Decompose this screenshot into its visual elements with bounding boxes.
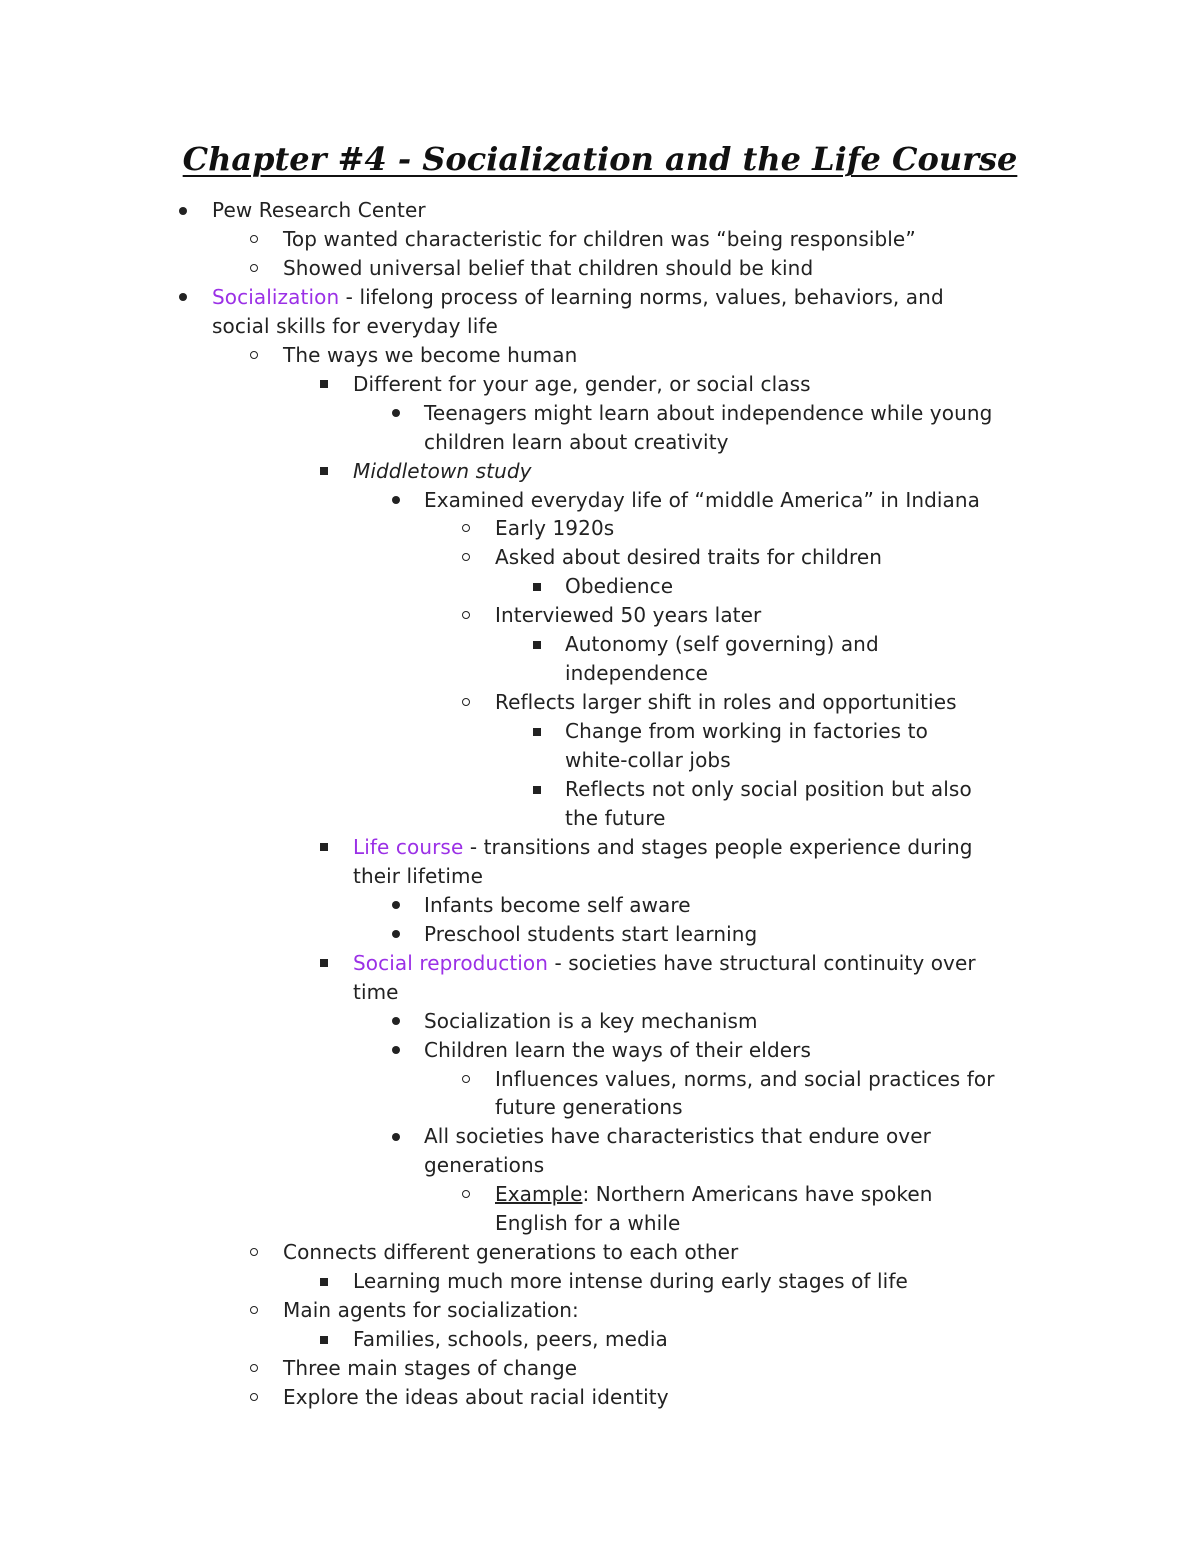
list-item-body: Children learn the ways of their elders [424, 1037, 811, 1062]
list-item [0, 312, 1200, 341]
bullet-circle-icon [462, 524, 470, 532]
bullet-circle-icon [250, 1306, 258, 1314]
list-item-body: Change from working in factories to [565, 719, 928, 744]
list-item-text [424, 1036, 811, 1065]
list-item [0, 1354, 1200, 1383]
list-item [0, 1093, 1200, 1122]
list-item [0, 1065, 1200, 1094]
list-item-body: Teenagers might learn about independence while young [424, 400, 993, 425]
list-item-text [283, 1238, 738, 1267]
list-item-text [353, 833, 973, 862]
list-item [0, 746, 1200, 775]
list-item-text [495, 688, 957, 717]
bullet-circle-icon [250, 1248, 258, 1256]
list-item-text [353, 862, 483, 891]
list-item [0, 196, 1200, 225]
list-item-text [495, 1180, 933, 1209]
highlighted-term: Life course [353, 834, 464, 859]
bullet-disc-icon [392, 901, 400, 909]
bullet-square-icon [533, 786, 541, 794]
list-item-body: Interviewed 50 years later [495, 603, 762, 628]
list-item-body: Preschool students start learning [424, 921, 758, 946]
list-item [0, 1036, 1200, 1065]
list-item-body: : Northern Americans have spoken [582, 1182, 933, 1207]
bullet-square-icon [320, 467, 328, 475]
bullet-circle-icon [250, 351, 258, 359]
list-item [0, 833, 1200, 862]
bullet-square-icon [320, 959, 328, 967]
list-item-text [283, 1296, 579, 1325]
list-item [0, 920, 1200, 949]
list-item-text [353, 978, 399, 1007]
list-item-body: Middletown study [353, 458, 532, 483]
list-item-body: Early 1920s [495, 516, 615, 541]
list-item-text [424, 891, 691, 920]
list-item-body: Connects different generations to each other [283, 1240, 739, 1265]
list-item [0, 1151, 1200, 1180]
list-item [0, 630, 1200, 659]
list-item-text [283, 225, 916, 254]
list-item [0, 1267, 1200, 1296]
list-item [0, 601, 1200, 630]
list-item-text [212, 196, 426, 225]
list-item-text [565, 630, 879, 659]
list-item-body: time [353, 979, 399, 1004]
list-item-body: Reflects larger shift in roles and opportunities [495, 690, 957, 715]
bullet-circle-icon [462, 553, 470, 561]
list-item-text [424, 486, 980, 515]
list-item-text [353, 1267, 908, 1296]
list-item-body: Autonomy (self governing) and [565, 632, 879, 657]
list-item-body: - transitions and stages people experience during [463, 834, 973, 859]
list-item-body: their lifetime [353, 863, 484, 888]
list-item [0, 891, 1200, 920]
list-item-body: social skills for everyday life [212, 313, 498, 338]
bullet-square-icon [320, 1336, 328, 1344]
list-item-text [565, 746, 731, 775]
list-item-body: white-collar jobs [565, 748, 731, 773]
list-item-body: Asked about desired traits for children [495, 545, 883, 570]
list-item-body: English for a while [495, 1211, 681, 1236]
list-item-text [353, 457, 532, 486]
list-item-text [495, 601, 761, 630]
list-item [0, 775, 1200, 804]
list-item-text [565, 775, 972, 804]
list-item [0, 283, 1200, 312]
bullet-circle-icon [462, 1190, 470, 1198]
list-item [0, 949, 1200, 978]
list-item [0, 486, 1200, 515]
list-item-body: Infants become self aware [424, 892, 691, 917]
bullet-square-icon [320, 380, 328, 388]
list-item [0, 1325, 1200, 1354]
list-item-text [495, 543, 882, 572]
list-item-body: Families, schools, peers, media [353, 1327, 668, 1352]
bullet-disc-icon [392, 1133, 400, 1141]
list-item [0, 428, 1200, 457]
bullet-circle-icon [250, 264, 258, 272]
list-item-body: Different for your age, gender, or social class [353, 371, 811, 396]
list-item-body: - societies have structural continuity over [548, 950, 976, 975]
list-item [0, 572, 1200, 601]
list-item [0, 1238, 1200, 1267]
list-item-body: the future [565, 805, 666, 830]
bullet-square-icon [320, 1278, 328, 1286]
list-item [0, 543, 1200, 572]
list-item [0, 1209, 1200, 1238]
list-item-body: Showed universal belief that children should be kind [283, 255, 814, 280]
list-item [0, 659, 1200, 688]
bullet-square-icon [533, 641, 541, 649]
highlighted-term: Socialization [212, 284, 340, 309]
list-item-text [495, 1093, 683, 1122]
bullet-circle-icon [250, 1393, 258, 1401]
list-item-text [424, 1122, 931, 1151]
list-item [0, 225, 1200, 254]
list-item-text [283, 254, 813, 283]
list-item-body: generations [424, 1153, 545, 1178]
list-item-text [424, 1007, 758, 1036]
list-item-body: Explore the ideas about racial identity [283, 1384, 669, 1409]
bullet-square-icon [320, 843, 328, 851]
list-item-text [565, 572, 673, 601]
list-item-body: Obedience [565, 574, 674, 599]
highlighted-term: Social reproduction [353, 950, 549, 975]
list-item-body: children learn about creativity [424, 429, 729, 454]
list-item-text [565, 717, 928, 746]
list-item [0, 514, 1200, 543]
list-item-body: Influences values, norms, and social practices for [495, 1066, 995, 1091]
list-item [0, 1383, 1200, 1412]
list-item-body: independence [565, 661, 709, 686]
bullet-disc-icon [392, 1046, 400, 1054]
list-item [0, 1007, 1200, 1036]
bullet-circle-icon [250, 235, 258, 243]
underlined-label: Example [495, 1182, 583, 1207]
list-item-text [565, 804, 666, 833]
list-item-text [283, 341, 577, 370]
bullet-circle-icon [462, 611, 470, 619]
list-item-text [353, 1325, 668, 1354]
list-item-body: The ways we become human [283, 342, 578, 367]
list-item [0, 341, 1200, 370]
list-item [0, 978, 1200, 1007]
bullet-circle-icon [462, 698, 470, 706]
list-item-body: future generations [495, 1095, 683, 1120]
list-item [0, 399, 1200, 428]
list-item [0, 1180, 1200, 1209]
bullet-disc-icon [392, 409, 400, 417]
bullet-disc-icon [392, 1017, 400, 1025]
page-title: Chapter #4 - Socialization and the Life Course [182, 140, 1018, 178]
bullet-circle-icon [462, 1075, 470, 1083]
list-item-body: All societies have characteristics that endure over [424, 1124, 931, 1149]
list-item [0, 717, 1200, 746]
list-item-text [495, 514, 614, 543]
list-item [0, 457, 1200, 486]
list-item-text [212, 283, 944, 312]
list-item-text [565, 659, 708, 688]
list-item-body: Three main stages of change [283, 1356, 578, 1380]
list-item-text [424, 428, 729, 457]
list-item [0, 1122, 1200, 1151]
list-item [0, 1296, 1200, 1325]
list-item-body: Pew Research Center [212, 198, 426, 222]
list-item-body: Main agents for socialization: [283, 1298, 579, 1323]
list-item-text [353, 949, 976, 978]
list-item-text [495, 1065, 995, 1094]
list-item-text [424, 1151, 544, 1180]
list-item-body: Reflects not only social position but also [565, 777, 972, 801]
list-item-text [424, 920, 757, 949]
bullet-disc-icon [179, 207, 187, 215]
bullet-disc-icon [392, 930, 400, 938]
list-item-text [283, 1354, 577, 1383]
list-item [0, 688, 1200, 717]
list-item-text [353, 370, 811, 399]
list-item-body: Socialization is a key mechanism [424, 1008, 758, 1033]
list-item [0, 370, 1200, 399]
list-item-text [283, 1383, 669, 1412]
list-item-text [495, 1209, 680, 1238]
list-item [0, 254, 1200, 283]
list-item-text [424, 399, 992, 428]
bullet-disc-icon [392, 496, 400, 504]
bullet-square-icon [533, 583, 541, 591]
list-item [0, 862, 1200, 891]
bullet-square-icon [533, 728, 541, 736]
list-item-body: - lifelong process of learning norms, values, behaviors, and [339, 284, 944, 309]
list-item [0, 804, 1200, 833]
list-item-body: Top wanted characteristic for children was “being responsible” [283, 226, 916, 251]
bullet-disc-icon [179, 293, 187, 301]
list-item-body: Examined everyday life of “middle America” in Indiana [424, 487, 981, 512]
bullet-circle-icon [250, 1364, 258, 1372]
list-item-body: Learning much more intense during early stages of life [353, 1269, 908, 1294]
list-item-text [212, 312, 498, 341]
